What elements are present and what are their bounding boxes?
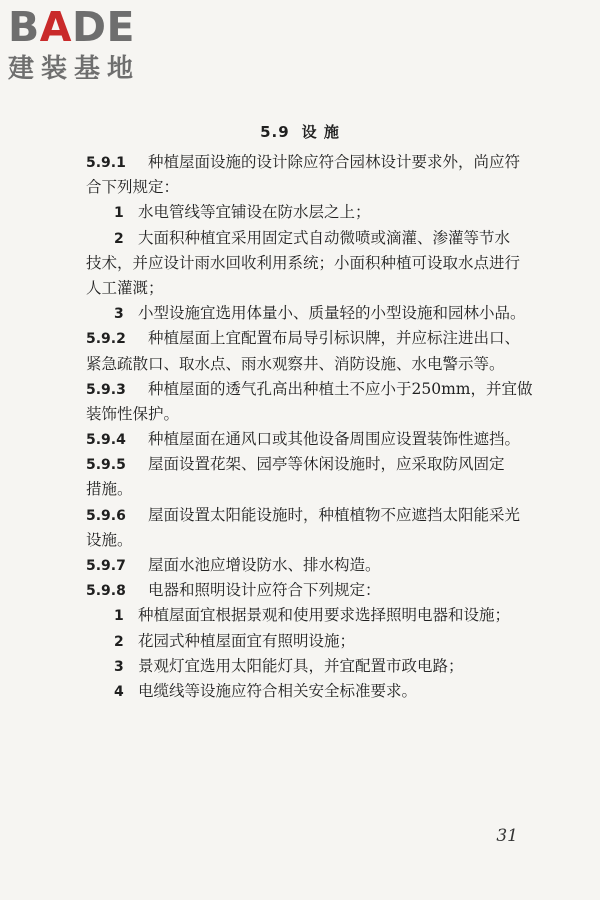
line-text: 小型设施宜选用体量小、质量轻的小型设施和园林小品。: [138, 304, 526, 323]
line-text: 屋面水池应增设防水、排水构造。: [148, 556, 381, 574]
list-item-line: [86, 226, 526, 251]
line-text: 人工灌溉；: [86, 278, 164, 297]
logo-wordmark: [8, 4, 178, 50]
line-text: 电缆线等设施应符合相关安全标准要求。: [138, 681, 418, 700]
item-number: 1: [114, 205, 124, 222]
line-text: 屋面设置太阳能设施时，种植植物不应遮挡太阳能采光: [148, 505, 521, 524]
clause-number: 5.9.5: [86, 457, 126, 474]
continuation-line: [86, 352, 526, 377]
clause-line: [86, 326, 526, 351]
list-item-line: [86, 301, 526, 326]
continuation-line: [86, 251, 526, 276]
line-text: 措施。: [86, 480, 133, 499]
section-heading: [0, 121, 600, 142]
clause-line: [86, 377, 533, 402]
clause-number: 5.9.2: [86, 331, 126, 348]
clause-number: 5.9.4: [86, 432, 126, 449]
line-text: 景观灯宜选用太阳能灯具，并宜配置市政电路；: [138, 656, 464, 675]
item-number: 3: [114, 658, 124, 675]
logo: [8, 4, 178, 86]
line-text: 屋面设置花架、园亭等休闲设施时，应采取防风固定: [148, 455, 505, 474]
list-item-line: [86, 603, 526, 628]
section-title: 设 施: [301, 123, 340, 141]
clause-number: 5.9.7: [86, 558, 126, 574]
line-text: 装饰性保护。: [86, 404, 180, 423]
clause-line: [86, 150, 526, 175]
item-number: 3: [114, 306, 124, 323]
clause-number: 5.9.8: [86, 583, 126, 600]
continuation-line: [86, 276, 526, 301]
continuation-line: [86, 528, 526, 553]
document-body: [86, 150, 533, 704]
line-text: 电器和照明设计应符合下列规定：: [148, 581, 381, 600]
item-number: 4: [114, 683, 124, 700]
clause-number: 5.9.3: [86, 381, 126, 398]
clause-line: [86, 578, 526, 603]
line-text: 技术，并应设计雨水回收利用系统；小面积种植可设取水点进行: [86, 253, 521, 272]
line-text: 种植屋面设施的设计除应符合园林设计要求外，尚应符: [148, 153, 521, 171]
line-text: 种植屋面的透气孔高出种植土不应小于250mm，并宜做: [148, 379, 533, 398]
logo-subtitle: 建装基地: [8, 54, 141, 84]
line-text: 水电管线等宜铺设在防水层之上；: [138, 203, 371, 222]
line-text: 设施。: [86, 530, 133, 549]
clause-line: [86, 452, 526, 477]
logo-letter-a: A: [39, 3, 72, 51]
item-number: 2: [114, 633, 124, 650]
clause-line: [86, 553, 526, 578]
line-text: 种植屋面在通风口或其他设备周围应设置装饰性遮挡。: [148, 430, 521, 449]
clause-line: [86, 503, 526, 528]
section-number: 5.9: [260, 123, 290, 141]
line-text: 种植屋面上宜配置布局导引标识牌，并应标注进出口、: [148, 329, 521, 348]
clause-line: [86, 427, 526, 452]
list-item-line: [86, 679, 526, 704]
line-text: 花园式种植屋面宜有照明设施；: [138, 631, 356, 650]
continuation-line: [86, 175, 526, 200]
list-item-line: [86, 629, 526, 654]
clause-number: 5.9.1: [86, 155, 126, 171]
item-number: 1: [114, 608, 124, 625]
logo-letters-de: DE: [72, 3, 136, 51]
list-item-line: [86, 200, 526, 225]
continuation-line: [86, 402, 526, 427]
clause-number: 5.9.6: [86, 507, 126, 524]
page-number: 31: [496, 826, 518, 846]
line-text: 紧急疏散口、取水点、雨水观察井、消防设施、水电警示等。: [86, 354, 505, 373]
line-text: 大面积种植宜采用固定式自动微喷或滴灌、渗灌等节水: [138, 228, 511, 247]
continuation-line: [86, 477, 526, 502]
list-item-line: [86, 654, 526, 679]
item-number: 2: [114, 230, 124, 247]
logo-letter-b: B: [8, 3, 40, 51]
line-text: 种植屋面宜根据景观和使用要求选择照明电器和设施；: [138, 606, 511, 625]
line-text: 合下列规定：: [86, 178, 180, 197]
